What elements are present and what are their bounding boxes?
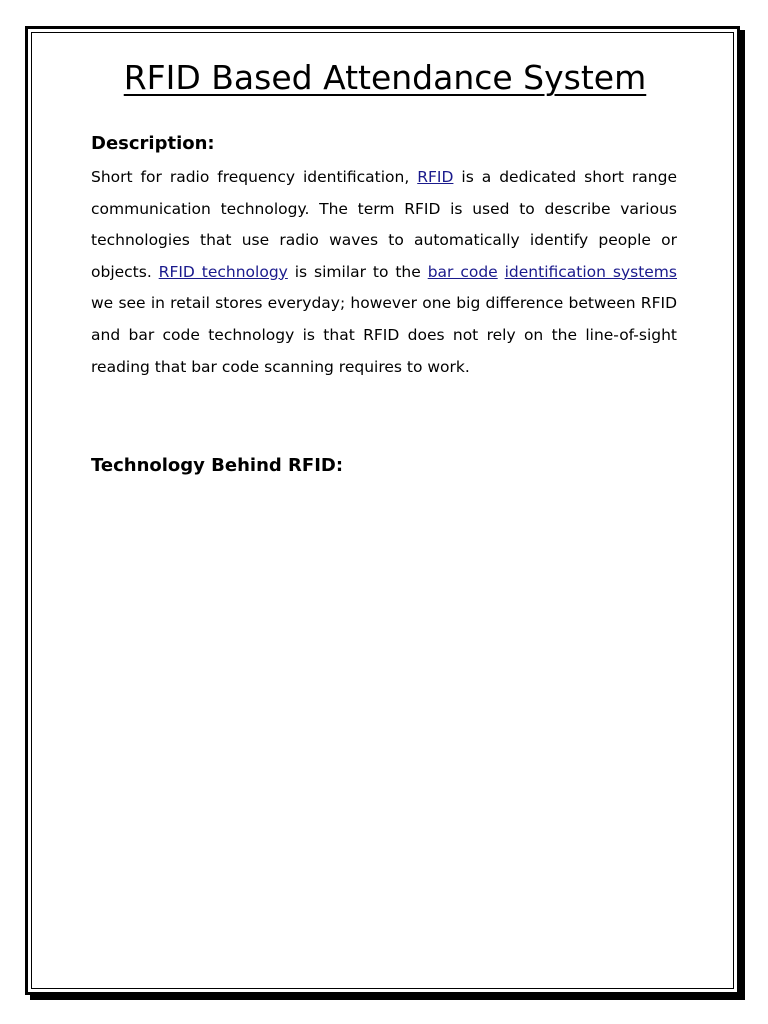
description-text: is similar to the [287,262,428,281]
identification-systems-link[interactable]: identification systems [504,262,677,281]
rfid-technology-link[interactable]: RFID technology [158,262,288,281]
description-text [498,263,505,281]
description-paragraph [91,162,677,383]
description-heading: Description: [91,133,215,154]
description-text: we see in retail stores everyday; however one big difference between RFID and bar code technology is that RFID does not rely on the line-of-sight reading that bar code scanning requires to work. [91,294,677,376]
description-text: is a dedicated short range communication technology. The term RFID is used to describe various technologies that use radio waves to automatically identify people or objects. [91,168,677,281]
technology-heading: Technology Behind RFID: [91,455,344,476]
rfid-link[interactable]: RFID [417,168,454,186]
document-title: RFID Based Attendance System [123,58,647,97]
description-text: Short for radio frequency identification, [91,168,418,186]
page-border-shadow-right [740,30,745,1000]
page-border-shadow-bottom [30,995,745,1000]
bar-code-link[interactable]: bar code [427,262,498,281]
